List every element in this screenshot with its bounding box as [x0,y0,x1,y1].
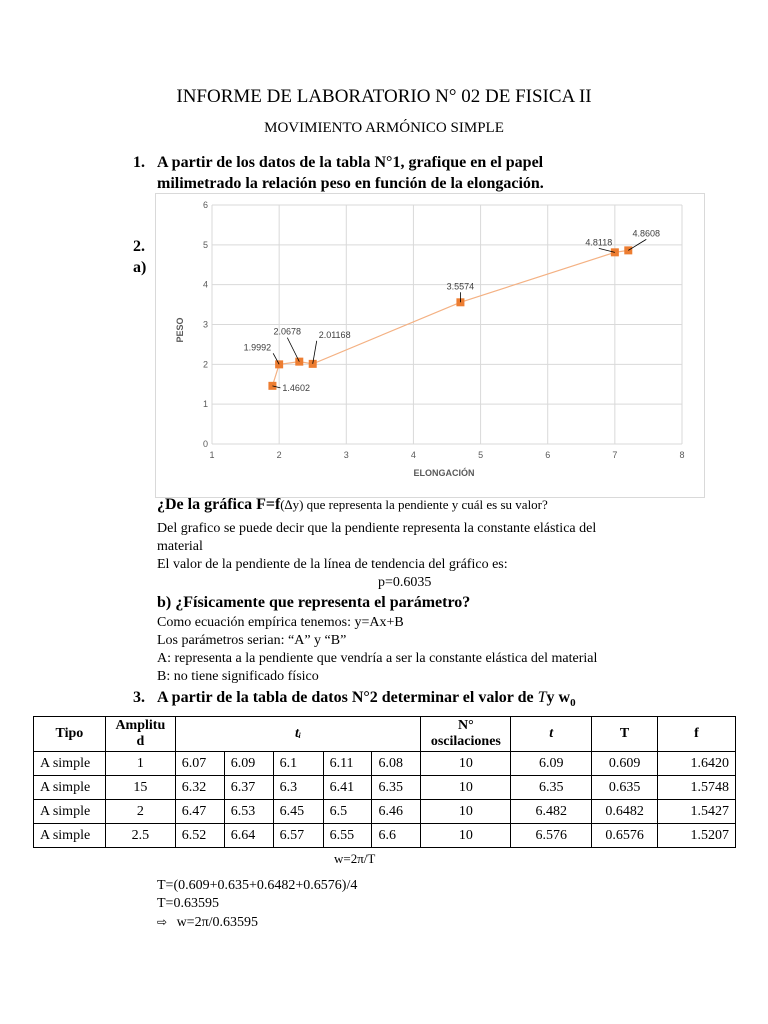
data-label: 2.0678 [273,326,302,337]
x-tick-label: 4 [410,450,416,460]
y-tick-label: 1 [202,399,208,410]
cell-t5: 6.35 [372,776,421,800]
cell-t5: 6.6 [372,824,421,848]
chart-ylabel: PESO [175,317,185,343]
cell-t2: 6.53 [224,800,273,824]
cell-t3: 6.45 [273,800,323,824]
x-tick-label: 7 [612,450,618,460]
cell-t4: 6.55 [323,824,372,848]
cell-t1: 6.07 [175,752,224,776]
y-tick-label: 4 [202,279,208,290]
cell-amp: 1 [105,752,175,776]
cell-t: 6.09 [511,752,592,776]
table-row [34,752,736,776]
header-T: T [592,717,658,752]
cell-t2: 6.37 [224,776,273,800]
q2-question [157,494,548,515]
report-title: INFORME DE LABORATORIO N° 02 DE FISICA II [176,86,592,107]
y-tick-label: 5 [202,239,208,250]
peso-elongacion-chart [155,193,705,498]
header-ti: tᵢ [175,717,421,752]
cell-tipo: A simple [34,776,106,800]
q3-y: y w [546,689,571,706]
y-tick-label: 6 [202,200,208,210]
answer-b-line3: A: representa a la pendiente que vendría a ser la constante elástica del material [157,651,598,666]
cell-amp: 2.5 [105,824,175,848]
data-label: 1.4602 [282,382,310,393]
calc-line3: w=2π/0.63595 [176,915,259,930]
q2-question-rest: (∆y) que representa la pendiente y cuál es su valor? [280,497,548,512]
answer-a-value: p=0.6035 [378,575,432,590]
cell-t: 6.35 [511,776,592,800]
cell-T: 0.6576 [592,824,658,848]
cell-t3: 6.57 [273,824,323,848]
cell-n: 10 [421,776,511,800]
y-tick-label: 3 [202,319,208,330]
cell-tipo: A simple [34,800,106,824]
cell-t3: 6.3 [273,776,323,800]
cell-tipo: A simple [34,824,106,848]
q1-number: 1. [133,154,145,171]
q3-T: T [537,689,547,706]
q3-number: 3. [133,689,145,706]
header-amplitud: Amplitu d [105,717,175,752]
table-row [34,824,736,848]
cell-f: 1.5427 [658,800,736,824]
q3-text: A partir de la tabla de datos N°2 determinar el valor de [157,689,534,706]
cell-t1: 6.52 [175,824,224,848]
q2-b-question: b) ¿Físicamente que representa el parámetro? [157,594,471,611]
cell-t: 6.482 [511,800,592,824]
cell-n: 10 [421,752,511,776]
header-t: t [511,717,592,752]
cell-f: 1.5207 [658,824,736,848]
cell-f: 1.6420 [658,752,736,776]
answer-b-line2: Los parámetros serian: “A” y “B” [157,633,347,648]
answer-b-line1: Como ecuación empírica tenemos: y=Ax+B [157,615,404,630]
q3-question [157,687,576,714]
q2-question-bold: ¿De la gráfica F=f [157,496,281,513]
x-tick-label: 8 [679,450,685,460]
cell-n: 10 [421,800,511,824]
x-tick-label: 3 [343,450,349,460]
cell-T: 0.609 [592,752,658,776]
cell-amp: 15 [105,776,175,800]
answer-a-line2: material [157,539,203,554]
x-tick-label: 6 [545,450,551,460]
cell-t2: 6.09 [224,752,273,776]
data-point [611,248,619,256]
answer-a-line3: El valor de la pendiente de la línea de tendencia del gráfico es: [157,557,508,572]
cell-t4: 6.5 [323,800,372,824]
cell-t4: 6.11 [323,752,372,776]
y-tick-label: 0 [202,439,208,449]
calc-line3-row [157,913,258,932]
q2-a-label: a) [133,259,147,276]
cell-t3: 6.1 [273,752,323,776]
cell-tipo: A simple [34,752,106,776]
cell-t5: 6.46 [372,800,421,824]
data-label: 2.01168 [318,329,351,340]
data-label: 3.5574 [446,281,475,292]
answer-a-line1: Del grafico se puede decir que la pendiente representa la constante elástica del [157,521,597,536]
cell-n: 10 [421,824,511,848]
cell-t4: 6.41 [323,776,372,800]
cell-T: 0.6482 [592,800,658,824]
table-row [34,800,736,824]
cell-f: 1.5748 [658,776,736,800]
q1-line1: A partir de los datos de la tabla N°1, grafique en el papel [157,154,544,171]
header-oscilaciones: N° oscilaciones [421,717,511,752]
x-tick-label: 2 [276,450,282,460]
y-tick-label: 2 [202,359,208,370]
data-label: 4.8608 [632,228,661,239]
header-tipo: Tipo [34,717,106,752]
w-formula: w=2π/T [334,851,376,866]
header-f: f [658,717,736,752]
answer-b-line4: B: no tiene significado físico [157,669,319,684]
cell-t1: 6.32 [175,776,224,800]
cell-t: 6.576 [511,824,592,848]
data-label: 4.8118 [585,237,613,248]
cell-t5: 6.08 [372,752,421,776]
calc-line2: T=0.63595 [157,896,219,911]
x-tick-label: 5 [478,450,484,460]
cell-T: 0.635 [592,776,658,800]
x-tick-label: 1 [209,450,215,460]
table-header-row [34,717,736,752]
q1-line2: milimetrado la relación peso en función de la elongación. [157,175,544,192]
oscillation-table [33,716,736,848]
cell-amp: 2 [105,800,175,824]
q3-sub: 0 [570,697,576,710]
cell-t1: 6.47 [175,800,224,824]
table-row [34,776,736,800]
chart-xlabel: ELONGACIÓN [413,468,475,478]
report-subtitle: MOVIMIENTO ARMÓNICO SIMPLE [264,120,504,136]
data-label: 1.9992 [243,342,272,353]
calc-line1: T=(0.609+0.635+0.6482+0.6576)/4 [157,878,358,893]
q2-number: 2. [133,238,145,255]
arrow-right-icon: ⇨ [157,915,168,929]
cell-t2: 6.64 [224,824,273,848]
